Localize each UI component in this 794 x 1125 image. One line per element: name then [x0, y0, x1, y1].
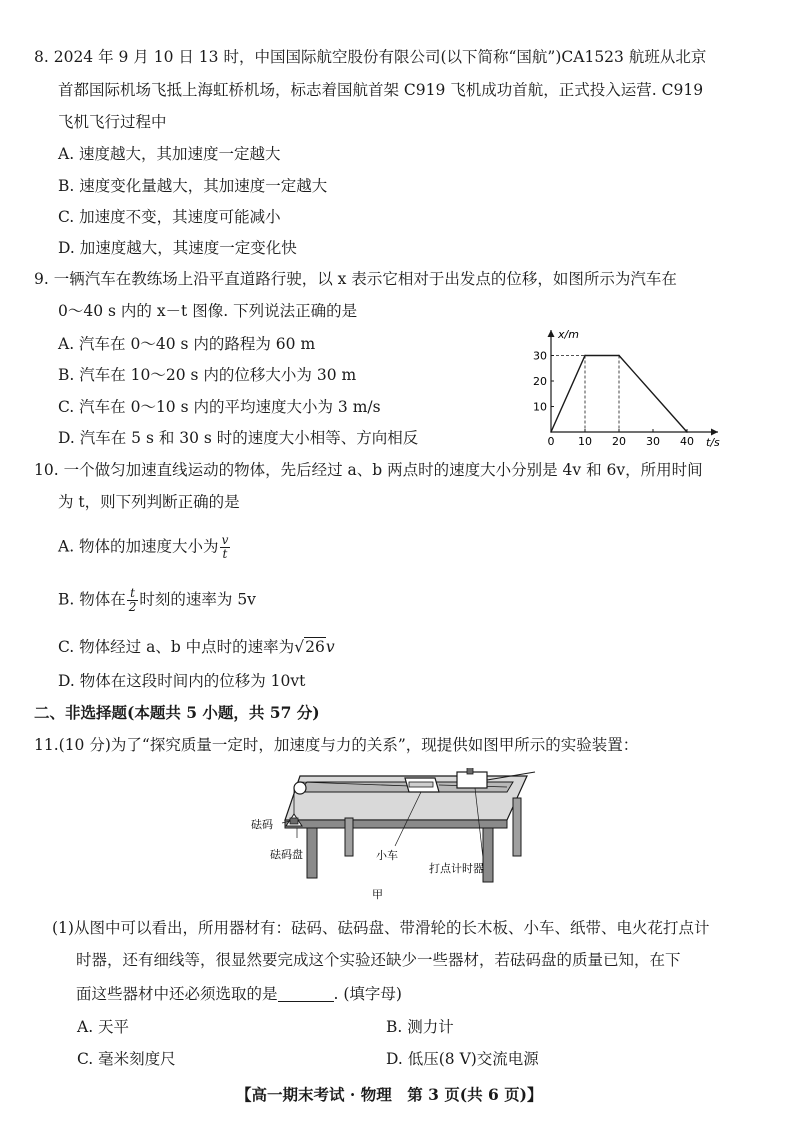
- q9-option-d: D. 汽车在 5 s 和 30 s 时的速度大小相等、方向相反: [58, 429, 419, 447]
- q8-stem-line2: 首都国际机场飞抵上海虹桥机场，标志着国航首架 C919 飞机成功首航，正式投入运营. C919: [58, 81, 704, 99]
- q8-stem-line3: 飞机飞行过程中: [58, 113, 167, 131]
- y-tick-label: 20: [533, 375, 547, 388]
- fraction-v-over-t: $\frac{v}{t}$: [221, 533, 229, 561]
- table-leg: [345, 818, 353, 856]
- q11-option-d: D. 低压(8 V)交流电源: [386, 1050, 539, 1068]
- q11-part1-line3: 面这些器材中还必须选取的是 . (填字母): [76, 985, 402, 1003]
- timer-post: [467, 768, 473, 774]
- label-spark-timer: 打点计时器: [429, 862, 484, 875]
- q8-option-a: A. 速度越大，其加速度一定越大: [58, 145, 281, 163]
- section-2-title: 二、非选择题(本题共 5 小题，共 57 分): [34, 703, 320, 722]
- q9-option-b: B. 汽车在 10～20 s 内的位移大小为 30 m: [58, 366, 357, 384]
- xt-chart: [520, 322, 730, 452]
- x-tick-label: 0: [547, 435, 555, 448]
- q11-part1-line2: 时器，还有细线等，很显然要完成这个实验还缺少一些器材，若砝码盘的质量已知，在下: [76, 951, 681, 969]
- q10-option-b: B. 物体在 $\frac{t}{2}$ 时刻的速率为 5v: [58, 586, 256, 614]
- q8-option-b: B. 速度变化量越大，其加速度一定越大: [58, 177, 328, 195]
- data-point: [686, 431, 688, 433]
- q8-option-d: D. 加速度越大，其速度一定变化快: [58, 239, 297, 257]
- q8-option-c: C. 加速度不变，其速度可能减小: [58, 208, 281, 226]
- sqrt-symbol: √: [294, 638, 305, 656]
- x-axis-label: t/s: [706, 436, 720, 449]
- table-edge: [285, 820, 507, 828]
- label-cart: 小车: [376, 849, 398, 862]
- table-leg: [513, 798, 521, 856]
- page-footer: 【高一期末考试 · 物理 第 3 页(共 6 页)】: [236, 1085, 543, 1104]
- cart-top: [409, 782, 433, 787]
- x-tick-label: 10: [578, 435, 592, 448]
- q11-option-c: C. 毫米刻度尺: [77, 1050, 176, 1068]
- apparatus-figure: [245, 768, 545, 903]
- data-point: [584, 355, 586, 357]
- table-leg: [483, 828, 493, 882]
- q8-stem-line1: 8. 2024 年 9 月 10 日 13 时，中国国际航空股份有限公司(以下简称“国航”)CA1523 航班从北京: [34, 48, 707, 66]
- q10-option-a: A. 物体的加速度大小为 $\frac{v}{t}$: [58, 533, 229, 561]
- x-tick-label: 20: [612, 435, 626, 448]
- spark-timer: [457, 772, 487, 788]
- x-tick-label: 30: [646, 435, 660, 448]
- label-weight: 砝码: [251, 818, 273, 831]
- data-point: [618, 355, 620, 357]
- answer-blank[interactable]: [278, 985, 334, 1002]
- q10-option-d: D. 物体在这段时间内的位移为 10vt: [58, 672, 306, 690]
- fraction-t-over-2: $\frac{t}{2}$: [128, 586, 137, 614]
- q11-option-b: B. 测力计: [386, 1018, 454, 1036]
- x-tick-label: 40: [680, 435, 694, 448]
- label-weight-pan: 砝码盘: [270, 848, 303, 861]
- table-leg: [307, 828, 317, 878]
- q9-option-c: C. 汽车在 0～10 s 内的平均速度大小为 3 m/s: [58, 398, 381, 416]
- q11-stem: 11.(10 分)为了“探究质量一定时，加速度与力的关系”，现提供如图甲所示的实验装置：: [34, 736, 639, 754]
- pulley: [294, 782, 306, 794]
- q10-stem-line2: 为 t，则下列判断正确的是: [58, 493, 240, 511]
- q9-option-a: A. 汽车在 0～40 s 内的路程为 60 m: [58, 335, 316, 353]
- figure-caption: 甲: [372, 888, 383, 901]
- q9-stem-line1: 9. 一辆汽车在教练场上沿平直道路行驶，以 x 表示它相对于出发点的位移，如图所示为汽车在: [34, 270, 677, 288]
- q10-stem-line1: 10. 一个做匀加速直线运动的物体，先后经过 a、b 两点时的速度大小分别是 4v 和 6v，所用时间: [34, 461, 703, 479]
- q11-part1-line1: (1)从图中可以看出，所用器材有：砝码、砝码盘、带滑轮的长木板、小车、纸带、电火花打点计: [52, 919, 710, 937]
- y-tick-label: 10: [533, 400, 547, 414]
- y-tick-label: 30: [533, 349, 547, 363]
- q9-stem-line2: 0～40 s 内的 x－t 图像. 下列说法正确的是: [58, 302, 358, 320]
- y-axis-label: x/m: [558, 328, 579, 341]
- data-point: [550, 431, 552, 433]
- q10-option-c: C. 物体经过 a、b 中点时的速率为√26v: [58, 638, 335, 656]
- q11-option-a: A. 天平: [77, 1018, 130, 1036]
- weight: [290, 818, 298, 824]
